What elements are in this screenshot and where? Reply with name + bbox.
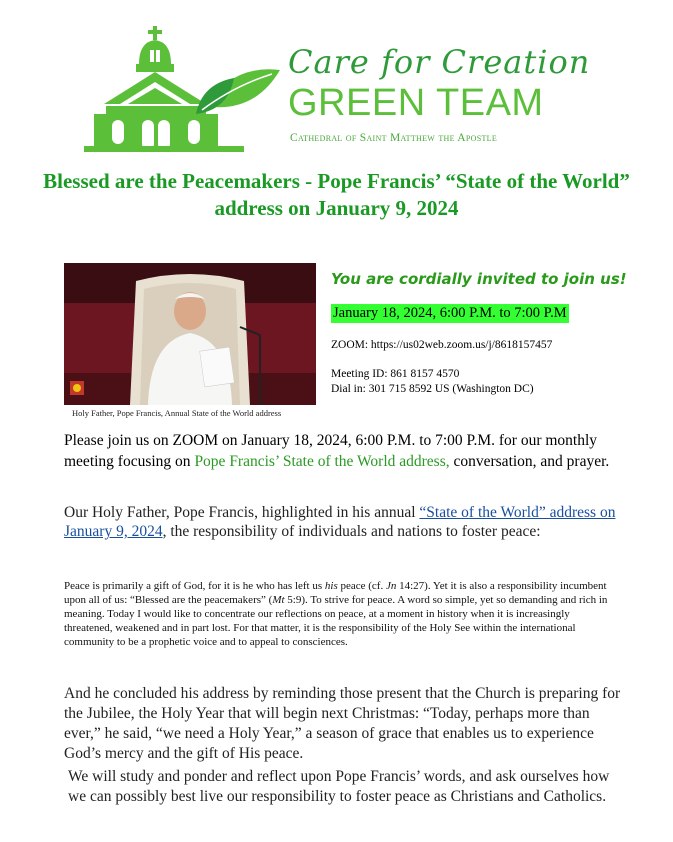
quote-a: Peace is primarily a gift of God, for it is he who has left us (64, 580, 325, 592)
conclusion-paragraph: And he concluded his address by reminding those present that the Church is preparing for the Jubilee, the Holy Year that will begin next Christmas: “Today, perhaps more than ever,” he said, “we need a Holy Year,” a season of grace that enables us to experience God’s mercy and the gift of His peace. (64, 685, 621, 762)
address-link[interactable]: “State of the World” address on January 9, 2024 (64, 504, 616, 540)
invitation-paragraph (64, 430, 624, 472)
quote-c: 14:27). Yet it is also a responsibility incumbent upon all of us: “Blessed are the peacemakers” ( (64, 580, 607, 606)
quote-his: his (324, 580, 338, 592)
meeting-info (331, 367, 534, 397)
dial-in-label: Dial in: (331, 383, 366, 395)
logo-subtitle: Cathedral of Saint Matthew the Apostle (290, 132, 498, 144)
zoom-link[interactable]: ZOOM: https://us02web.zoom.us/j/8618157457 (331, 339, 553, 351)
quote-d: 5:9). To strive for peace. A word so simple, yet so demanding and rich in meaning. Today I would like to concentrate our reflections on peace, at a moment in history when it is increasingly threatened, weakened and in part lost. For that matter, it is the responsibility of the Holy See within the international community to be a prophetic voice and to appeal to consciences. (64, 594, 608, 648)
cathedral-leaf-logo-icon (84, 24, 284, 152)
intro-paragraph (64, 503, 624, 541)
meeting-id: Meeting ID: 861 8157 4570 (331, 368, 460, 380)
quote-block (64, 579, 620, 649)
quote-b: peace (cf. (337, 580, 386, 592)
photo-caption: Holy Father, Pope Francis, Annual State of the World address (72, 408, 282, 418)
quote-mt: Mt (272, 594, 285, 606)
para1-highlight: Pope Francis’ State of the World address, (194, 453, 450, 470)
closing-paragraph: We will study and ponder and reflect upon Pope Francis’ words, and ask ourselves how we can possibly best live our responsibility to foster peace as Christians and Catholics. (68, 768, 610, 805)
logo-script-text: Care for Creation (288, 43, 591, 81)
para2-text-a: Our Holy Father, Pope Francis, highlighted in his annual (64, 504, 420, 521)
logo-main-text: GREEN TEAM (288, 82, 544, 124)
quote-jn: Jn (385, 580, 397, 592)
invitation-heading: You are cordially invited to join us! (331, 270, 627, 288)
page-title: Blessed are the Peacemakers - Pope Francis’ “State of the World” address on January 9, 2024 (43, 169, 630, 220)
dial-in (331, 382, 534, 397)
para1-text-c: conversation, and prayer. (449, 453, 610, 470)
event-date: January 18, 2024, 6:00 P.M. to 7:00 P.M (333, 305, 567, 321)
dial-in-number: 301 715 8592 US (Washington DC) (365, 383, 534, 395)
para2-text-b: , the responsibility of individuals and nations to foster peace: (162, 523, 541, 540)
pope-photo (64, 263, 316, 405)
para1-text-a: Please join us on ZOOM on January 18, 2024, 6:00 P.M. to 7:00 P.M. for our monthly meeting focusing on (64, 432, 598, 470)
